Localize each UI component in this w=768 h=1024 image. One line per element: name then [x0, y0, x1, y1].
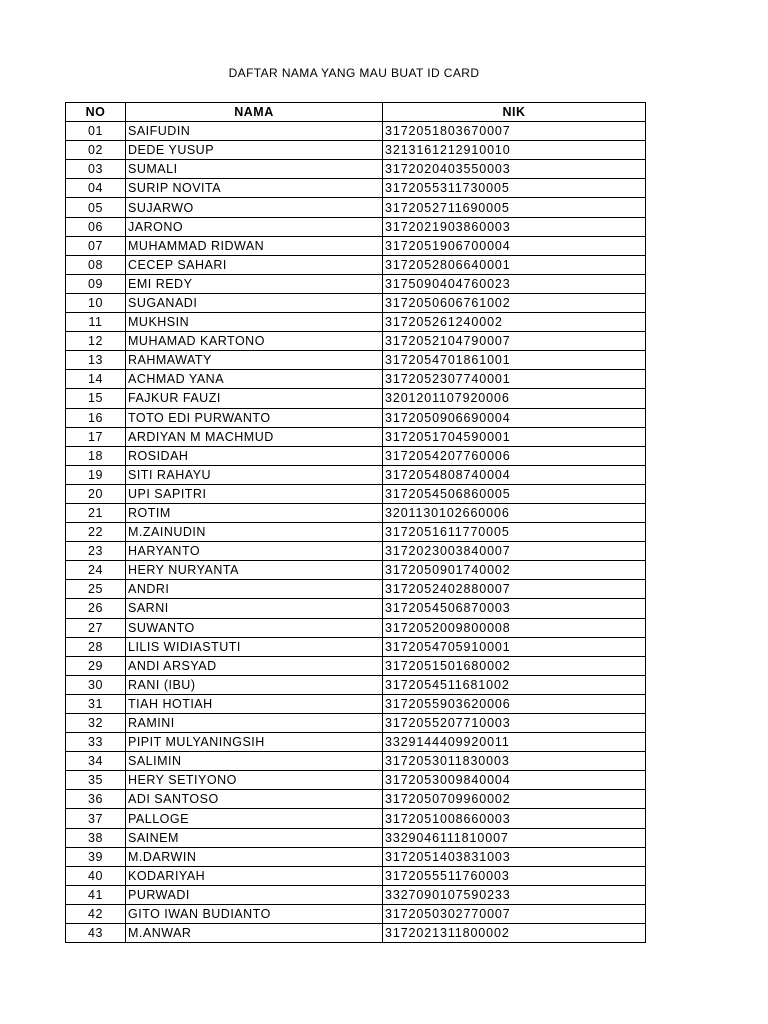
- table-row: [66, 866, 646, 885]
- cell-nik: 3172052009800008: [383, 618, 646, 637]
- table-row: [66, 313, 646, 332]
- table-row: [66, 160, 646, 179]
- cell-nama: ACHMAD YANA: [126, 370, 383, 389]
- cell-no: 31: [66, 694, 126, 713]
- cell-nik: 3172052104790007: [383, 332, 646, 351]
- cell-nama: TOTO EDI PURWANTO: [126, 408, 383, 427]
- table-row: [66, 503, 646, 522]
- cell-no: 09: [66, 274, 126, 293]
- table-row: [66, 675, 646, 694]
- table-row: [66, 427, 646, 446]
- cell-nik: 3213161212910010: [383, 141, 646, 160]
- table-row: [66, 904, 646, 923]
- cell-no: 20: [66, 484, 126, 503]
- cell-nama: GITO IWAN BUDIANTO: [126, 904, 383, 923]
- cell-no: 06: [66, 217, 126, 236]
- cell-nama: JARONO: [126, 217, 383, 236]
- cell-nama: PIPIT MULYANINGSIH: [126, 733, 383, 752]
- table-row: [66, 484, 646, 503]
- table-row: [66, 561, 646, 580]
- table-row: [66, 217, 646, 236]
- cell-no: 25: [66, 580, 126, 599]
- cell-nik: 3172051403831003: [383, 847, 646, 866]
- cell-nik: 3172054705910001: [383, 637, 646, 656]
- table-row: [66, 828, 646, 847]
- table-row: [66, 809, 646, 828]
- table-row: [66, 351, 646, 370]
- cell-no: 17: [66, 427, 126, 446]
- cell-nik: 3172051611770005: [383, 523, 646, 542]
- cell-nik: 3172054808740004: [383, 465, 646, 484]
- cell-nik: 3172050302770007: [383, 904, 646, 923]
- cell-nama: M.DARWIN: [126, 847, 383, 866]
- table-row: [66, 885, 646, 904]
- cell-nama: RAHMAWATY: [126, 351, 383, 370]
- cell-nik: 3172053011830003: [383, 752, 646, 771]
- table-row: [66, 599, 646, 618]
- cell-nik: 3201130102660006: [383, 503, 646, 522]
- cell-nama: SAINEM: [126, 828, 383, 847]
- cell-no: 37: [66, 809, 126, 828]
- cell-nama: HARYANTO: [126, 542, 383, 561]
- table-row: [66, 389, 646, 408]
- cell-nama: SALIMIN: [126, 752, 383, 771]
- cell-nama: RANI (IBU): [126, 675, 383, 694]
- cell-nama: ADI SANTOSO: [126, 790, 383, 809]
- cell-no: 02: [66, 141, 126, 160]
- cell-nama: PURWADI: [126, 885, 383, 904]
- cell-nik: 3172050901740002: [383, 561, 646, 580]
- cell-no: 04: [66, 179, 126, 198]
- cell-no: 30: [66, 675, 126, 694]
- cell-nik: 3329046111810007: [383, 828, 646, 847]
- table-row: [66, 446, 646, 465]
- table-row: [66, 274, 646, 293]
- column-header-nama: NAMA: [126, 103, 383, 122]
- cell-nama: EMI REDY: [126, 274, 383, 293]
- cell-nik: 3172051008660003: [383, 809, 646, 828]
- cell-nama: M.ANWAR: [126, 924, 383, 943]
- cell-nik: 3172054701861001: [383, 351, 646, 370]
- cell-nama: RAMINI: [126, 714, 383, 733]
- cell-nik: 3172054506860005: [383, 484, 646, 503]
- table-row: [66, 255, 646, 274]
- cell-no: 03: [66, 160, 126, 179]
- cell-nik: 3172050709960002: [383, 790, 646, 809]
- cell-no: 11: [66, 313, 126, 332]
- cell-nik: 3172055207710003: [383, 714, 646, 733]
- table-row: [66, 293, 646, 312]
- cell-nik: 3172055311730005: [383, 179, 646, 198]
- cell-nik: 3329144409920011: [383, 733, 646, 752]
- cell-nama: FAJKUR FAUZI: [126, 389, 383, 408]
- cell-nama: SITI RAHAYU: [126, 465, 383, 484]
- table-header-row: [66, 103, 646, 122]
- cell-nama: ANDRI: [126, 580, 383, 599]
- table-row: [66, 733, 646, 752]
- cell-nama: SUGANADI: [126, 293, 383, 312]
- cell-no: 28: [66, 637, 126, 656]
- cell-no: 21: [66, 503, 126, 522]
- cell-nama: HERY NURYANTA: [126, 561, 383, 580]
- cell-nik: 3172021903860003: [383, 217, 646, 236]
- cell-no: 10: [66, 293, 126, 312]
- cell-no: 26: [66, 599, 126, 618]
- table-row: [66, 179, 646, 198]
- table-row: [66, 924, 646, 943]
- cell-nik: 3172051906700004: [383, 236, 646, 255]
- table-row: [66, 198, 646, 217]
- cell-no: 19: [66, 465, 126, 484]
- cell-nik: 3172054506870003: [383, 599, 646, 618]
- table-row: [66, 141, 646, 160]
- cell-no: 23: [66, 542, 126, 561]
- cell-nik: 3175090404760023: [383, 274, 646, 293]
- cell-nama: MUHAMMAD RIDWAN: [126, 236, 383, 255]
- table-row: [66, 580, 646, 599]
- cell-no: 42: [66, 904, 126, 923]
- cell-nama: LILIS WIDIASTUTI: [126, 637, 383, 656]
- cell-no: 18: [66, 446, 126, 465]
- cell-nik: 3172054511681002: [383, 675, 646, 694]
- cell-nik: 3172021311800002: [383, 924, 646, 943]
- cell-nik: 3172054207760006: [383, 446, 646, 465]
- table-row: [66, 790, 646, 809]
- cell-nik: 3172052711690005: [383, 198, 646, 217]
- table-row: [66, 618, 646, 637]
- cell-nama: DEDE YUSUP: [126, 141, 383, 160]
- cell-no: 32: [66, 714, 126, 733]
- cell-nik: 3172051704590001: [383, 427, 646, 446]
- id-card-list-table: [65, 102, 646, 943]
- table-body: [66, 122, 646, 943]
- cell-no: 01: [66, 122, 126, 141]
- table-row: [66, 656, 646, 675]
- cell-nik: 3172020403550003: [383, 160, 646, 179]
- cell-nama: MUHAMAD KARTONO: [126, 332, 383, 351]
- table-row: [66, 542, 646, 561]
- cell-no: 35: [66, 771, 126, 790]
- table-row: [66, 408, 646, 427]
- cell-nik: 3172050606761002: [383, 293, 646, 312]
- cell-nik: 3172052402880007: [383, 580, 646, 599]
- cell-nama: SUMALI: [126, 160, 383, 179]
- cell-nama: SUJARWO: [126, 198, 383, 217]
- table-row: [66, 523, 646, 542]
- column-header-nik: NIK: [383, 103, 646, 122]
- cell-no: 22: [66, 523, 126, 542]
- cell-nik: 3172052307740001: [383, 370, 646, 389]
- cell-no: 39: [66, 847, 126, 866]
- cell-nama: HERY SETIYONO: [126, 771, 383, 790]
- cell-nama: TIAH HOTIAH: [126, 694, 383, 713]
- table-row: [66, 236, 646, 255]
- table-row: [66, 752, 646, 771]
- cell-nama: PALLOGE: [126, 809, 383, 828]
- cell-no: 13: [66, 351, 126, 370]
- cell-nik: 3172052806640001: [383, 255, 646, 274]
- cell-no: 12: [66, 332, 126, 351]
- cell-nama: ROTIM: [126, 503, 383, 522]
- cell-nama: MUKHSIN: [126, 313, 383, 332]
- cell-no: 43: [66, 924, 126, 943]
- cell-nama: ROSIDAH: [126, 446, 383, 465]
- cell-nama: ARDIYAN M MACHMUD: [126, 427, 383, 446]
- column-header-no: NO: [66, 103, 126, 122]
- cell-no: 40: [66, 866, 126, 885]
- document-title: DAFTAR NAMA YANG MAU BUAT ID CARD: [228, 66, 480, 80]
- cell-nik: 3172055903620006: [383, 694, 646, 713]
- table-row: [66, 637, 646, 656]
- cell-nik: 3172050906690004: [383, 408, 646, 427]
- cell-no: 07: [66, 236, 126, 255]
- cell-nama: ANDI ARSYAD: [126, 656, 383, 675]
- table-row: [66, 714, 646, 733]
- table-row: [66, 122, 646, 141]
- cell-no: 38: [66, 828, 126, 847]
- cell-nama: CECEP SAHARI: [126, 255, 383, 274]
- cell-no: 27: [66, 618, 126, 637]
- cell-no: 14: [66, 370, 126, 389]
- cell-no: 29: [66, 656, 126, 675]
- cell-no: 15: [66, 389, 126, 408]
- cell-no: 36: [66, 790, 126, 809]
- cell-nik: 317205261240002: [383, 313, 646, 332]
- table-row: [66, 694, 646, 713]
- cell-nama: SAIFUDIN: [126, 122, 383, 141]
- cell-no: 41: [66, 885, 126, 904]
- table-row: [66, 332, 646, 351]
- cell-nik: 3172055511760003: [383, 866, 646, 885]
- cell-nama: SUWANTO: [126, 618, 383, 637]
- cell-nik: 3172051501680002: [383, 656, 646, 675]
- cell-nama: KODARIYAH: [126, 866, 383, 885]
- cell-no: 33: [66, 733, 126, 752]
- cell-nik: 3172051803670007: [383, 122, 646, 141]
- cell-nama: SARNI: [126, 599, 383, 618]
- cell-no: 16: [66, 408, 126, 427]
- table-row: [66, 370, 646, 389]
- cell-no: 05: [66, 198, 126, 217]
- cell-nik: 3327090107590233: [383, 885, 646, 904]
- cell-nik: 3172023003840007: [383, 542, 646, 561]
- cell-nama: M.ZAINUDIN: [126, 523, 383, 542]
- cell-nama: SURIP NOVITA: [126, 179, 383, 198]
- table-row: [66, 847, 646, 866]
- cell-nik: 3201201107920006: [383, 389, 646, 408]
- cell-no: 34: [66, 752, 126, 771]
- cell-no: 08: [66, 255, 126, 274]
- table-row: [66, 465, 646, 484]
- cell-nama: UPI SAPITRI: [126, 484, 383, 503]
- cell-nik: 3172053009840004: [383, 771, 646, 790]
- cell-no: 24: [66, 561, 126, 580]
- table-row: [66, 771, 646, 790]
